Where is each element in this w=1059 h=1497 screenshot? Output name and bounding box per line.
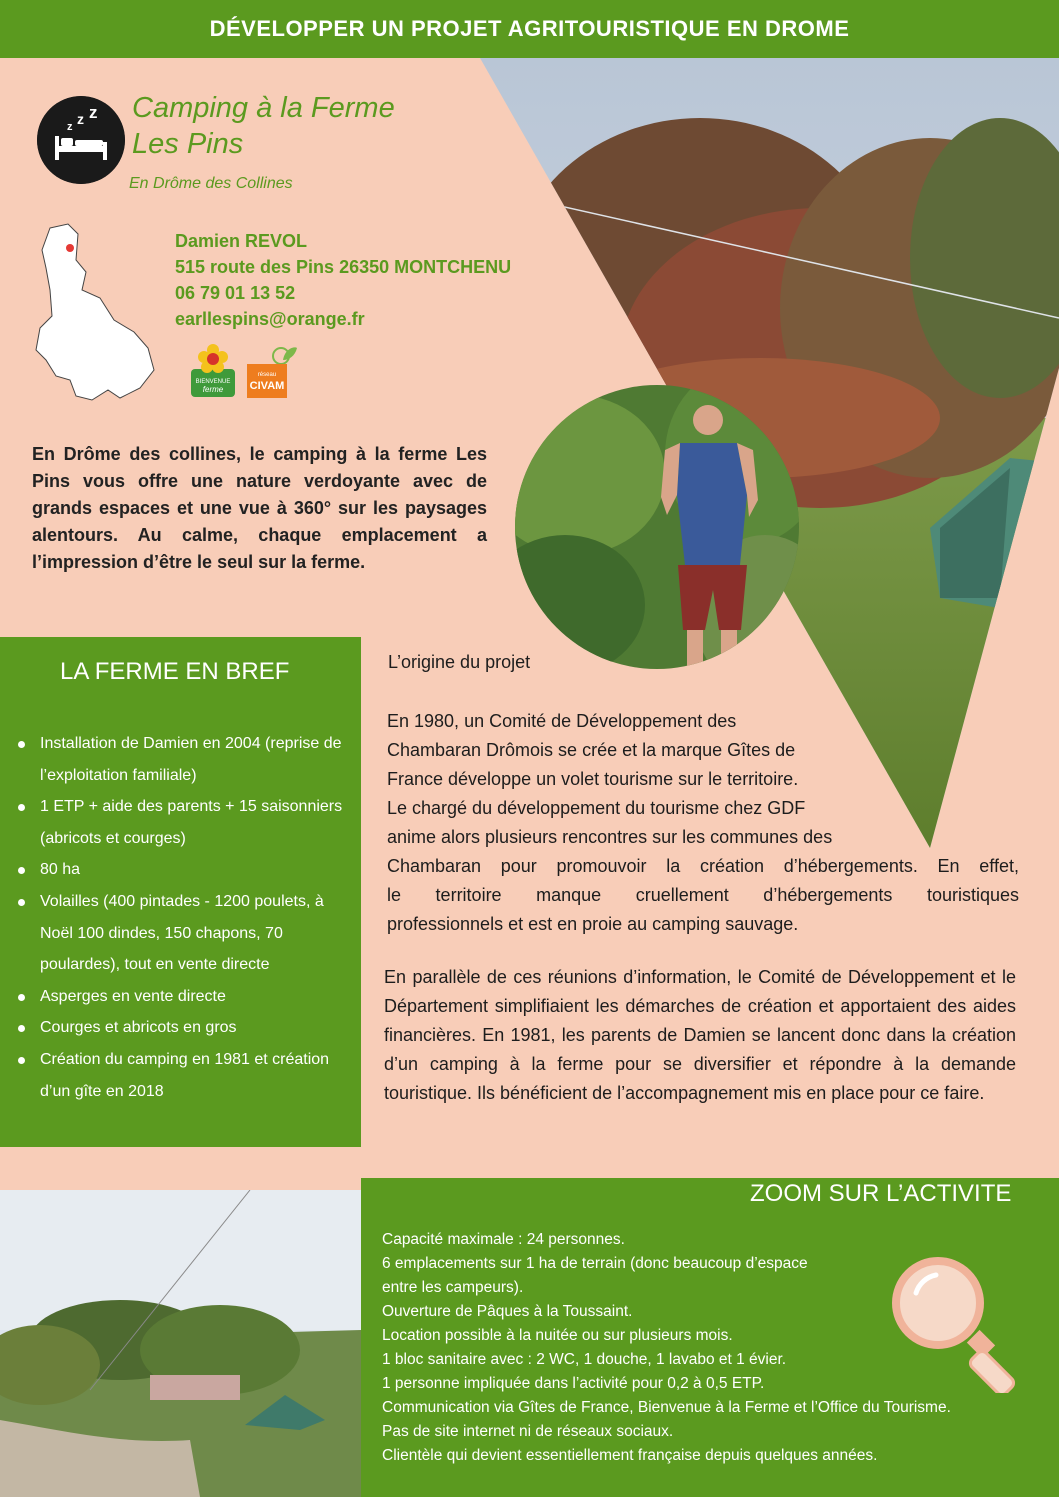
svg-text:réseau: réseau [257, 372, 277, 378]
bref-item: Courges et abricots en gros [18, 1012, 354, 1044]
zoom-item: Clientèle qui devient essentiellement française depuis quelques années. [382, 1447, 878, 1464]
origin-line: professionnels et est en proie au camping sauvage. [387, 914, 799, 934]
bref-item: Asperges en vente directe [18, 981, 354, 1013]
drome-map-icon [28, 220, 173, 410]
origin-title: L’origine du projet [388, 652, 531, 672]
origin-line: anime alors plusieurs rencontres sur les communes des [387, 827, 833, 847]
bref-item: Création du camping en 1981 et création d’un gîte en 2018 [18, 1044, 354, 1107]
origin-line: Le chargé du développement du tourisme chez GDF [387, 798, 806, 818]
zoom-item: Location possible à la nuitée ou sur plusieurs mois. [382, 1327, 733, 1344]
bref-item: Volailles (400 pintades - 1200 poulets, à Noël 100 dindes, 150 chapons, 70 poulardes), tout en vente directe [18, 886, 354, 981]
zoom-item: 6 emplacements sur 1 ha de terrain (donc beaucoup d’espace [382, 1255, 808, 1272]
farm-name [132, 90, 395, 162]
intro-paragraph: En Drôme des collines, le camping à la ferme Les Pins vous offre une nature verdoyante avec de grands espaces et une vue à 360° sur les paysages alentours. Au calme, chaque emplacement a l’impression d’être le seul sur la ferme. [32, 444, 487, 572]
contact-name: Damien REVOL [175, 231, 308, 251]
origin-paragraph-1 [387, 707, 1019, 939]
zoom-item: 1 bloc sanitaire avec : 2 WC, 1 douche, 1 lavabo et 1 évier. [382, 1351, 787, 1368]
origin-paragraph-2: En parallèle de ces réunions d’information, le Comité de Développement et le Département simplifiaient les démarches de création et apportaient des aides financières. En 1981, les parents de Damien se lancent donc dans la création d’un camping à la ferme pour se diversifier et répondre à la demande touristique. Ils bénéficient de l’accompagnement mis en place pour ce faire. [384, 967, 1016, 1103]
svg-text:ferme: ferme [202, 385, 224, 394]
zoom-title: ZOOM SUR L’ACTIVITE [750, 1180, 1012, 1207]
farm-region: En Drôme des Collines [129, 175, 293, 192]
contact-address: 515 route des Pins 26350 MONTCHENU [175, 257, 512, 277]
bienvenue-a-la-ferme-logo [190, 343, 236, 399]
origin-line: En 1980, un Comité de Développement des [387, 711, 737, 731]
contact-email[interactable]: earllespins@orange.fr [175, 309, 365, 329]
zoom-item: Pas de site internet ni de réseaux sociaux. [382, 1423, 674, 1440]
bref-item: Installation de Damien en 2004 (reprise de l’exploitation familiale) [18, 728, 354, 791]
svg-text:z: z [89, 103, 98, 122]
origin-line: France développe un volet tourisme sur le territoire. [387, 769, 799, 789]
svg-text:z: z [67, 121, 73, 133]
bref-list [18, 728, 354, 1107]
svg-text:CIVAM: CIVAM [249, 380, 285, 392]
bref-item: 80 ha [18, 854, 354, 886]
bref-item: 1 ETP + aide des parents + 15 saisonniers (abricots et courges) [18, 791, 354, 854]
zoom-item: Ouverture de Pâques à la Toussaint. [382, 1303, 633, 1320]
zoom-item: entre les campeurs). [382, 1279, 524, 1296]
origin-line: Chambaran Drômois se crée et la marque Gîtes de [387, 740, 796, 760]
farm-name-line2: Les Pins [132, 128, 244, 160]
farmer-portrait-photo [515, 385, 800, 670]
contact-phone[interactable]: 06 79 01 13 52 [175, 283, 296, 303]
magnifier-icon [888, 1253, 1028, 1393]
bed-sleep-icon [37, 96, 125, 184]
farm-name-line1: Camping à la Ferme [132, 92, 395, 124]
zoom-item: Communication via Gîtes de France, Bienvenue à la Ferme et l’Office du Tourisme. [382, 1399, 951, 1416]
civam-logo [247, 342, 299, 400]
page-header: DÉVELOPPER UN PROJET AGRITOURISTIQUE EN DROME [0, 0, 1059, 58]
zoom-item: 1 personne impliquée dans l’activité pour 0,2 à 0,5 ETP. [382, 1375, 765, 1392]
bref-title: LA FERME EN BREF [60, 658, 290, 685]
svg-text:BIENVENUE: BIENVENUE [195, 379, 231, 385]
origin-line: le territoire manque cruellement d’hébergements touristiques [387, 885, 1019, 905]
origin-line: Chambaran pour promouvoir la création d’hébergements. En effet, [387, 856, 1019, 876]
campsite-photo [0, 1190, 361, 1497]
svg-text:z: z [77, 111, 84, 127]
zoom-item: Capacité maximale : 24 personnes. [382, 1231, 625, 1248]
